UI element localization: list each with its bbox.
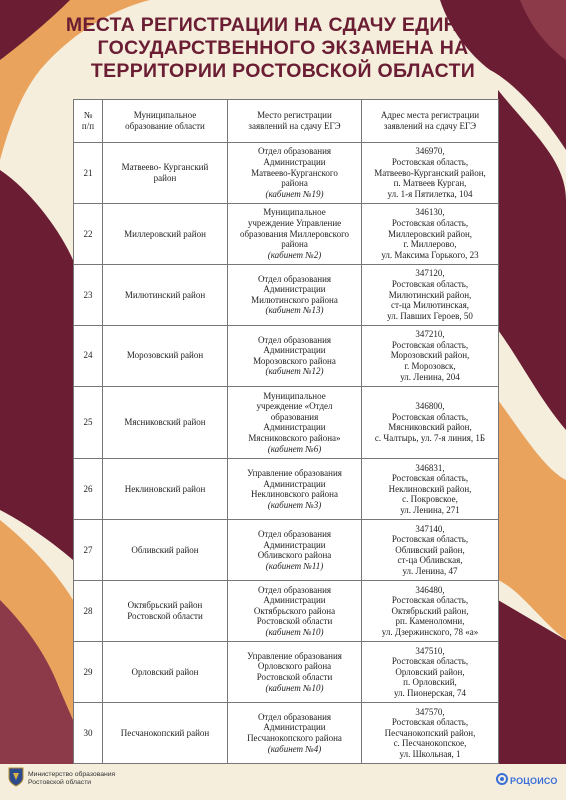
cell-address: 347570, Ростовская область, Песчанокопский район, с. Песчанокопское, ул. Школьная, 1: [362, 702, 499, 763]
registration-table: [73, 99, 499, 764]
table-row: [74, 143, 499, 204]
cell-address: 347510, Ростовская область, Орловский район, п. Орловский, ул. Пионерская, 74: [362, 642, 499, 703]
cell-place: Отдел образования Администрации Милютинского района (кабинет №13): [228, 264, 362, 325]
title-line: ТЕРРИТОРИИ РОСТОВСКОЙ ОБЛАСТИ: [90, 60, 476, 82]
cell-place: Муниципальное учреждение «Отдел образования Администрации Мясниковского района» (кабинет №6): [228, 386, 362, 458]
cell-address: 347210, Ростовская область, Морозовский район, г. Морозовск, ул. Ленина, 204: [362, 325, 499, 386]
table-row: [74, 581, 499, 642]
cell-municipality: Морозовский район: [103, 325, 228, 386]
cabinet-number: (кабинет №11): [265, 560, 324, 571]
cell-place: Отдел образования Администрации Матвеево-Курганского района (кабинет №19): [228, 143, 362, 204]
cell-num: 25: [74, 386, 103, 458]
table-header-row: [74, 100, 499, 143]
cell-num: 26: [74, 459, 103, 520]
cell-address: 346800, Ростовская область, Мясниковский район, с. Чалтырь, ул. 7-я линия, 1Б: [362, 386, 499, 458]
table-row: [74, 203, 499, 264]
cell-municipality: Миллеровский район: [103, 203, 228, 264]
coat-of-arms-icon: [8, 767, 24, 787]
cell-place: Отдел образования Администрации Октябрьского района Ростовской области (кабинет №10): [228, 581, 362, 642]
cabinet-number: (кабинет №19): [265, 188, 324, 199]
title-line: МЕСТА РЕГИСТРАЦИИ НА СДАЧУ ЕДИНОГО: [65, 14, 501, 36]
header-address: Адрес места регистрации заявлений на сдачу ЕГЭ: [362, 100, 499, 143]
cabinet-number: (кабинет №2): [267, 249, 322, 260]
table-row: [74, 702, 499, 763]
cell-municipality: Октябрьский район Ростовской области: [103, 581, 228, 642]
ministry-label: Министерство образования Ростовской области: [28, 771, 116, 786]
cell-address: 346831, Ростовская область, Неклиновский район, с. Покровское, ул. Ленина, 271: [362, 459, 499, 520]
cabinet-number: (кабинет №13): [265, 305, 324, 316]
table-row: [74, 325, 499, 386]
cell-num: 23: [74, 264, 103, 325]
cell-municipality: Орловский район: [103, 642, 228, 703]
cell-place: Управление образования Администрации Неклиновского района (кабинет №3): [228, 459, 362, 520]
cabinet-number: (кабинет №12): [265, 366, 324, 377]
cell-place: Управление образования Орловского района Ростовской области (кабинет №10): [228, 642, 362, 703]
title-line: ГОСУДАРСТВЕННОГО ЭКЗАМЕНА НА: [97, 37, 469, 59]
cabinet-number: (кабинет №6): [267, 443, 322, 454]
cell-place: Муниципальное учреждение Управление образования Миллеровского района (кабинет №2): [228, 203, 362, 264]
cell-num: 28: [74, 581, 103, 642]
cabinet-number: (кабинет №10): [265, 682, 324, 693]
cell-num: 22: [74, 203, 103, 264]
table-row: [74, 264, 499, 325]
header-municipality: Муниципальное образование области: [103, 100, 228, 143]
cell-municipality: Милютинский район: [103, 264, 228, 325]
cell-address: 347120, Ростовская область, Милютинский район, ст-ца Милютинская, ул. Павших Героев, 50: [362, 264, 499, 325]
cabinet-number: (кабинет №3): [267, 499, 322, 510]
cabinet-number: (кабинет №10): [265, 626, 324, 637]
cell-municipality: Неклиновский район: [103, 459, 228, 520]
cabinet-number: (кабинет №4): [267, 743, 322, 754]
cell-num: 24: [74, 325, 103, 386]
cell-num: 27: [74, 520, 103, 581]
rocoiso-logo-text: РОЦОИСО: [510, 776, 558, 786]
table-row: [74, 642, 499, 703]
cell-municipality: Обливский район: [103, 520, 228, 581]
header-num: № п/п: [74, 100, 103, 143]
cell-place: Отдел образования Администрации Обливского района (кабинет №11): [228, 520, 362, 581]
cell-num: 30: [74, 702, 103, 763]
cell-address: 346480, Ростовская область, Октябрьский район, рп. Каменоломни, ул. Дзержинского, 78 «а»: [362, 581, 499, 642]
cell-address: 346130, Ростовская область, Миллеровский район, г. Миллерово, ул. Максима Горького, 23: [362, 203, 499, 264]
cell-municipality: Матвеево- Курганский район: [103, 143, 228, 204]
cell-place: Отдел образования Администрации Песчанокопского района (кабинет №4): [228, 702, 362, 763]
cell-num: 29: [74, 642, 103, 703]
table-row: [74, 459, 499, 520]
cell-municipality: Мясниковский район: [103, 386, 228, 458]
cell-place: Отдел образования Администрации Морозовского района (кабинет №12): [228, 325, 362, 386]
cell-municipality: Песчанокопский район: [103, 702, 228, 763]
table-row: [74, 386, 499, 458]
cell-num: 21: [74, 143, 103, 204]
cell-address: 347140, Ростовская область, Обливский район, ст-ца Обливская, ул. Ленина, 47: [362, 520, 499, 581]
table-row: [74, 520, 499, 581]
cell-address: 346970, Ростовская область, Матвеево-Курганский район, п. Матвеев Курган, ул. 1-я Пятилетка, 104: [362, 143, 499, 204]
page-title: [0, 14, 566, 83]
header-place: Место регистрации заявлений на сдачу ЕГЭ: [228, 100, 362, 143]
registration-table-container: [73, 99, 498, 764]
